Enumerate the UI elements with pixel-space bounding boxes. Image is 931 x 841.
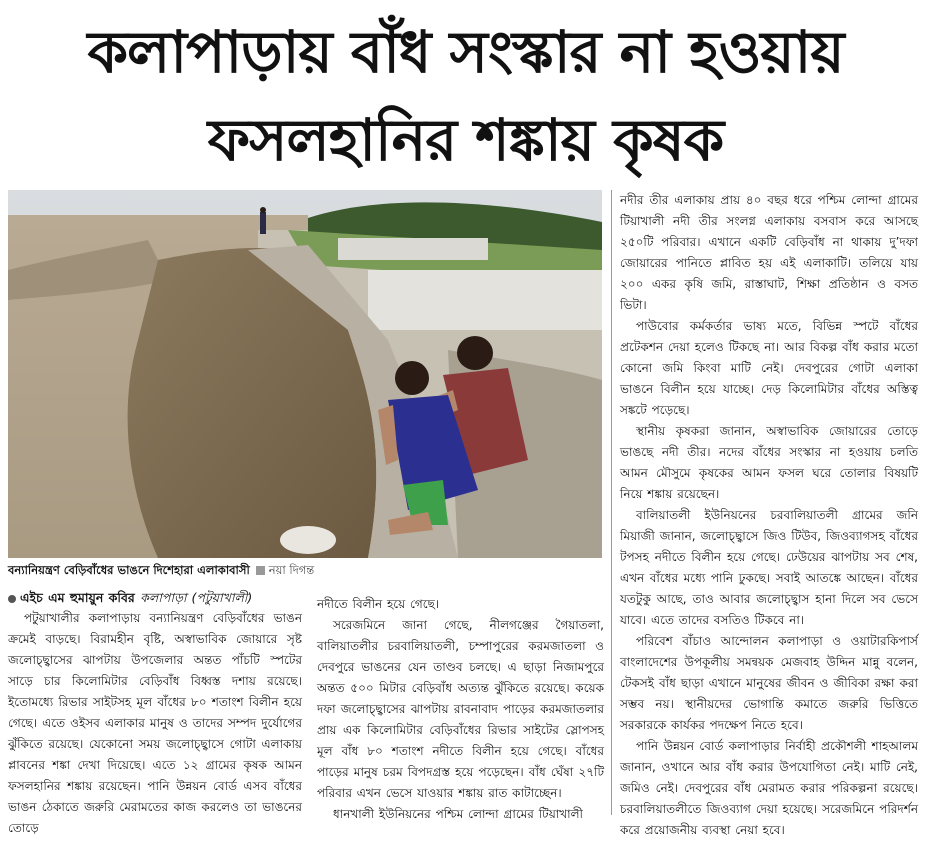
paragraph: পানি উন্নয়ন বোর্ড কলাপাড়ার নির্বাহী প্রকৌশলী শাহআলম জানান, ওখানে আর বাঁধ করার উপযোগিতা নেই। মাটি নেই, জমিও নেই। দেবপুরের বাঁধ মেরামত করার পরিকল্পনা রয়েছে। চরবালিয়াতলীতে জিওব্যাগ দেয়া হয়েছে। সরেজমিনে পরিদর্শন করে প্রয়োজনীয় ব্যবস্থা নেয়া হবে। [620,739,918,837]
square-bullet-icon [256,566,265,575]
headline [0,8,931,184]
column-right [620,190,918,837]
paragraph: নদীর তীর এলাকায় প্রায় ৪০ বছর ধরে পশ্চিম লোন্দা গ্রামের টিয়াখালী নদী তীর সংলগ্ন এলাকায় বসবাস করে আসছে ২৫০টি পরিবার। এখানে একটি বেড়িবাঁধ না থাকায় দু’দফা জোয়ারের পানিতে প্লাবিত হয় এই এলাকাটি। তলিয়ে যায় ২০০ একর কৃষি জমি, রাস্তাঘাট, শিক্ষা প্রতিষ্ঠান ও বসত ভিটা। [620,193,918,312]
byline-location: কলাপাড়া (পটুয়াখালী) [140,590,253,605]
paragraph: নদীতে বিলীন হয়ে গেছে। [317,597,440,611]
headline-line-1: কলাপাড়ায় বাঁধ সংস্কার না হওয়ায় [87,18,844,86]
photo-credit: নয়া দিগন্ত [268,563,315,577]
news-photo [8,190,602,558]
caption-text: বন্যানিয়ন্ত্রণ বেড়িবাঁধের ভাঙনে দিশেহারা এলাকাবাসী [8,563,250,577]
byline [8,588,302,608]
photo-caption [8,562,602,578]
column-divider [611,190,612,815]
paragraph: পরিবেশ বাঁচাও আন্দোলন কলাপাড়া ও ওয়াটারকিপার্স বাংলাদেশের উপকূলীয় সমন্বয়ক মেজবাহ উদ্দিন মান্নু বলেন, টেকসই বাঁধ ছাড়া এখানে মানুষের জীবন ও জীবিকা রক্ষা করা সম্ভব নয়। স্থানীয়দের ভোগান্তি কমাতে জরুরি ভিত্তিতে সরকারকে কার্যকর পদক্ষেপ নিতে হবে। [620,634,918,732]
bullet-dot-icon [8,595,16,603]
column-left [8,588,302,835]
paragraph: ধানখালী ইউনিয়নের পশ্চিম লোন্দা গ্রামের টিয়াখালী [333,807,583,821]
paragraph: পাউবোর কর্মকর্তার ভাষ্য মতে, বিভিন্ন স্পটে বাঁধের প্রটেকশন দেয়া হলেও টিকছে না। আর বিকল্প বাঁধ করার মতো কোনো জমি কিংবা মাটি নেই। দেবপুরের গোটা এলাকা ভাঙনে বিলীন হয়ে যাচ্ছে। দেড় কিলোমিটার বাঁধের অস্তিত্ব সঙ্কটে পড়েছে। [620,319,918,417]
paragraph: পটুয়াখালীর কলাপাড়ায় বন্যানিয়ন্ত্রণ বেড়িবাঁধের ভাঙন ক্রমেই বাড়ছে। বিরামহীন বৃষ্টি, অস্বাভাবিক জোয়ারে সৃষ্ট জলোচ্ছ্বাসের ঝাপটায় উপজেলার অন্তত পাঁচটি স্পটের সাড়ে চার কিলোমিটার বেড়িবাঁধ বিধ্বস্ত দশায় রয়েছে। ইতোমধ্যে রিভার সাইটসহ মূল বাঁধের ৮০ শতাংশ বিলীন হয়ে গেছে। এতে ওইসব এলাকার মানুষ ও তাদের সম্পদ দুর্যোগের ঝুঁকিতে রয়েছে। যেকোনো সময় জলোচ্ছ্বাসে গোটা এলাকায় প্লাবনের শঙ্কা দেখা দিয়েছে। এতে ১২ গ্রামের কৃষক আমন ফসলহানির শঙ্কায় রয়েছেন। পানি উন্নয়ন বোর্ড এসব বাঁধের ভাঙন ঠেকাতে জরুরি মেরামতের কাজ করলেও তা ভাঙনের তোড়ে [8,611,302,835]
byline-author: এইচ এম হুমায়ুন কবির [20,590,135,605]
embankment-erosion-photo [8,190,602,558]
person-standing [260,207,266,234]
paragraph: স্থানীয় কৃষকরা জানান, অস্বাভাবিক জোয়ারের তোড়ে ভাঙছে নদী তীর। নদের বাঁধের সংস্কার না হওয়ায় চলতি আমন মৌসুমে কৃষকের আমন ফসল ঘরে তোলার বিষয়টি নিয়ে শঙ্কায় রয়েছেন। [620,424,918,501]
column-middle [317,594,604,824]
headline-line-2: ফসলহানির শঙ্কায় কৃষক [207,106,724,174]
paragraph: সরেজমিনে জানা গেছে, নীলগঞ্জের গৈয়াতলা, বালিয়াতলীর চরবালিয়াতলী, চম্পাপুরের করমজাতলা ও দেবপুরে ভাঙনের যেন তাণ্ডব চলছে। এ ছাড়া নিজামপুরে অন্তত ৫০০ মিটার বেড়িবাঁধ অত্যন্ত ঝুঁকিতে রয়েছে। কয়েক দফা জলোচ্ছ্বাসের ঝাপটায় রাবনাবাদ পাড়ের করমজাতলার প্রায় এক কিলোমিটার বেড়িবাঁধের রিভার সাইটের স্লোপসহ মূল বাঁধ ৮০ শতাংশ নদীতে বিলীন হয়ে গেছে। বাঁধের পাড়ের মানুষ চরম বিপদগ্রস্ত হয়ে পড়েছেন। বাঁধ ঘেঁষা ২৭টি পরিবার এখন ভেসে যাওয়ার শঙ্কায় রাত কাটাচ্ছেন। [317,618,604,800]
paragraph: বালিয়াতলী ইউনিয়নের চরবালিয়াতলী গ্রামের জনি মিয়াজী জানান, জলোচ্ছ্বাসে জিও টিউব, জিওব্যাগসহ বাঁধের টপসহ নদীতে বিলীন হয়ে গেছে। ঢেউয়ের ঝাপটায় সব শেষ, এখন বাঁধের মধ্যে পানি ঢুকছে। সবাই আতঙ্কে আছেন। বাঁধের যতটুকু আছে, তাও আবার জলোচ্ছ্বাস হানা দিলে সব ভেসে যাবে। এতে তাদের বসতিও টিকবে না। [620,508,918,627]
